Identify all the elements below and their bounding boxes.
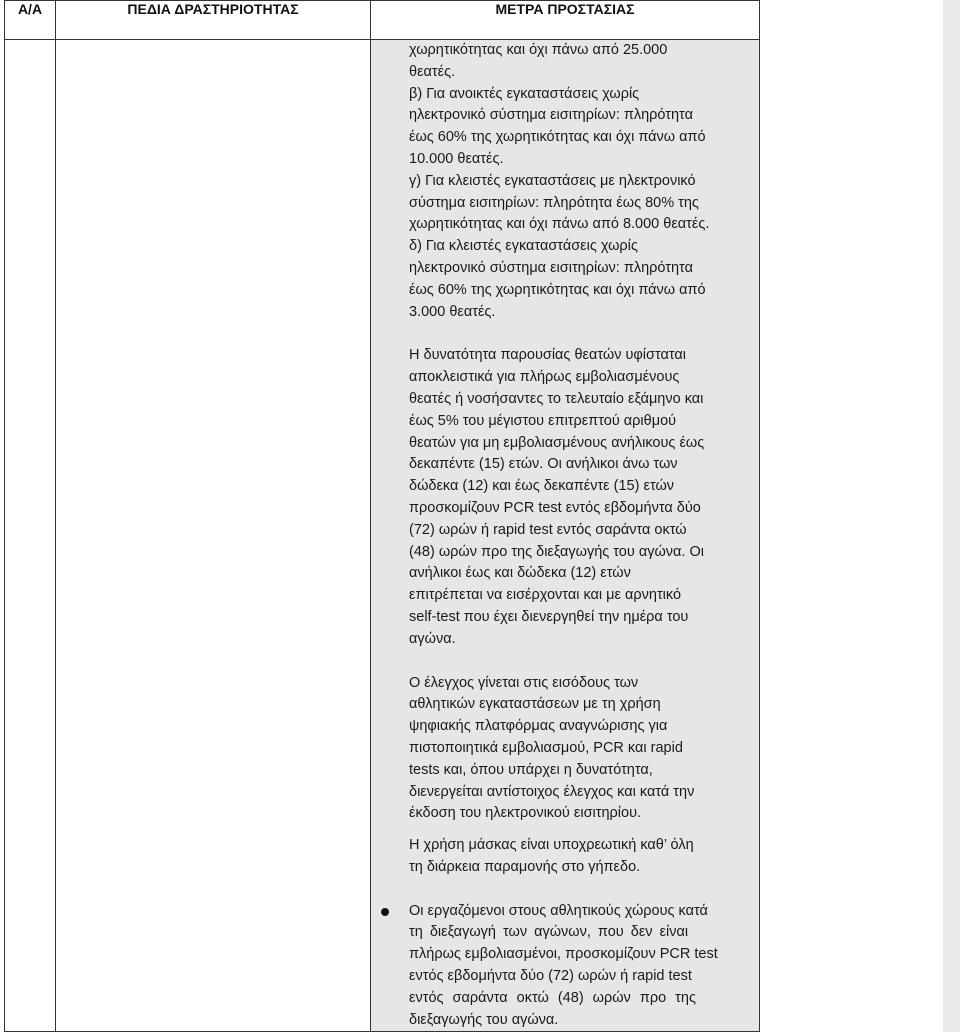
text-line: πλήρως εμβολιασμένοι, προσκομίζουν PCR test bbox=[409, 946, 718, 963]
text-line: δεκαπέντε (15) ετών. Οι ανήλικοι άνω των bbox=[409, 456, 678, 473]
bullet-icon bbox=[381, 908, 389, 916]
text-line: ηλεκτρονικό σύστημα εισιτηρίων: πληρότητα bbox=[409, 259, 693, 276]
text-line: (72) ωρών ή rapid test εντός σαράντα οκτώ bbox=[409, 521, 687, 538]
text-line: θεατές ή νοσήσαντες το τελευταίο εξάμηνο και bbox=[409, 390, 704, 407]
text-line: Ο έλεγχος γίνεται στις εισόδους των bbox=[409, 674, 639, 691]
text-line: β) Για ανοικτές εγκαταστάσεις χωρίς bbox=[409, 85, 640, 102]
text-line: γ) Για κλειστές εγκαταστάσεις με ηλεκτρονικό bbox=[409, 172, 696, 189]
text-line: έως 60% της χωρητικότητας και όχι πάνω από bbox=[409, 281, 706, 298]
header-activity-fields: ΠΕΔΙΑ ΔΡΑΣΤΗΡΙΟΤΗΤΑΣ bbox=[56, 1, 371, 40]
text-line: self-test που έχει διενεργηθεί την ημέρα του bbox=[409, 608, 689, 625]
text-line: εντός σαράντα οκτώ (48) ωρών προ της bbox=[409, 989, 696, 1006]
text-line: δώδεκα (12) και έως δεκαπέντε (15) ετών bbox=[409, 478, 675, 495]
bullet-workers bbox=[409, 901, 754, 1032]
text-line: ψηφιακής πλατφόρμας αναγνώρισης για bbox=[409, 718, 668, 735]
paragraph-spectators bbox=[409, 345, 754, 650]
text-line: σύστημα εισιτηρίων: πληρότητα έως 80% της bbox=[409, 194, 699, 211]
text-line: προσκομίζουν PCR test εντός εβδομήντα δύο bbox=[409, 499, 701, 516]
text-line: αγώνα. bbox=[409, 630, 456, 647]
paragraph-capacity bbox=[409, 40, 754, 323]
text-line: 10.000 θεατές. bbox=[409, 150, 504, 167]
text-line: έως 5% του μέγιστου επιτρεπτού αριθμού bbox=[409, 412, 677, 429]
header-protection-measures: ΜΕΤΡΑ ΠΡΟΣΤΑΣΙΑΣ bbox=[371, 1, 760, 40]
text-line: 3.000 θεατές. bbox=[409, 303, 496, 320]
text-line: tests και, όπου υπάρχει η δυνατότητα, bbox=[409, 761, 653, 778]
text-line: θεατών για μη εμβολιασμένους ανήλικους έως bbox=[409, 434, 705, 451]
text-line: αθλητικών εγκαταστάσεων με τη χρήση bbox=[409, 696, 661, 713]
text-line: ηλεκτρονικό σύστημα εισιτηρίων: πληρότητα bbox=[409, 107, 693, 124]
text-line: έκδοση του ηλεκτρονικού εισιτηρίου. bbox=[409, 805, 642, 822]
text-line: διενεργείται αντίστοιχος έλεγχος και κατά την bbox=[409, 783, 695, 800]
table-header-row bbox=[5, 1, 760, 40]
text-line: Η χρήση μάσκας είναι υποχρεωτική καθ’ όλη bbox=[409, 837, 694, 854]
text-line: διεξαγωγής του αγώνα. bbox=[409, 1011, 559, 1028]
text-line: εντός εβδομήντα δύο (72) ωρών ή rapid test bbox=[409, 968, 692, 985]
text-line: Οι εργαζόμενοι στους αθλητικούς χώρους κατά bbox=[409, 902, 708, 919]
text-line: (48) ωρών προ της διεξαγωγής του αγώνα. Οι bbox=[409, 543, 704, 560]
text-line: τη διάρκεια παραμονής στο γήπεδο. bbox=[409, 858, 641, 875]
table-row bbox=[5, 40, 760, 1032]
text-line: χωρητικότητας και όχι πάνω από 8.000 θεατές. bbox=[409, 216, 710, 233]
cell-activity-field bbox=[56, 40, 371, 1032]
measures-text bbox=[409, 40, 754, 1031]
cell-measures bbox=[371, 40, 760, 1032]
text-line: τη διεξαγωγή των αγώνων, που δεν είναι bbox=[409, 924, 689, 941]
measures-table bbox=[4, 0, 760, 1032]
cell-aa bbox=[5, 40, 56, 1032]
text-line: ανήλικοι έως και δώδεκα (12) ετών bbox=[409, 565, 631, 582]
text-line: έως 60% της χωρητικότητας και όχι πάνω από bbox=[409, 129, 706, 146]
header-aa: Α/Α bbox=[5, 1, 56, 40]
text-line: πιστοποιητικά εμβολιασμού, PCR και rapid bbox=[409, 739, 683, 756]
text-line: Η δυνατότητα παρουσίας θεατών υφίσταται bbox=[409, 347, 687, 364]
text-line: επιτρέπεται να εισέρχονται και με αρνητικό bbox=[409, 587, 682, 604]
page-edge-strip bbox=[943, 0, 960, 1032]
text-line: δ) Για κλειστές εγκαταστάσεις χωρίς bbox=[409, 238, 638, 255]
text-line: θεατές. bbox=[409, 63, 456, 80]
paragraph-mask bbox=[409, 835, 754, 879]
paragraph-checks bbox=[409, 673, 754, 826]
text-line: χωρητικότητας και όχι πάνω από 25.000 bbox=[409, 42, 668, 58]
text-line: αποκλειστικά για πλήρως εμβολιασμένους bbox=[409, 369, 680, 386]
